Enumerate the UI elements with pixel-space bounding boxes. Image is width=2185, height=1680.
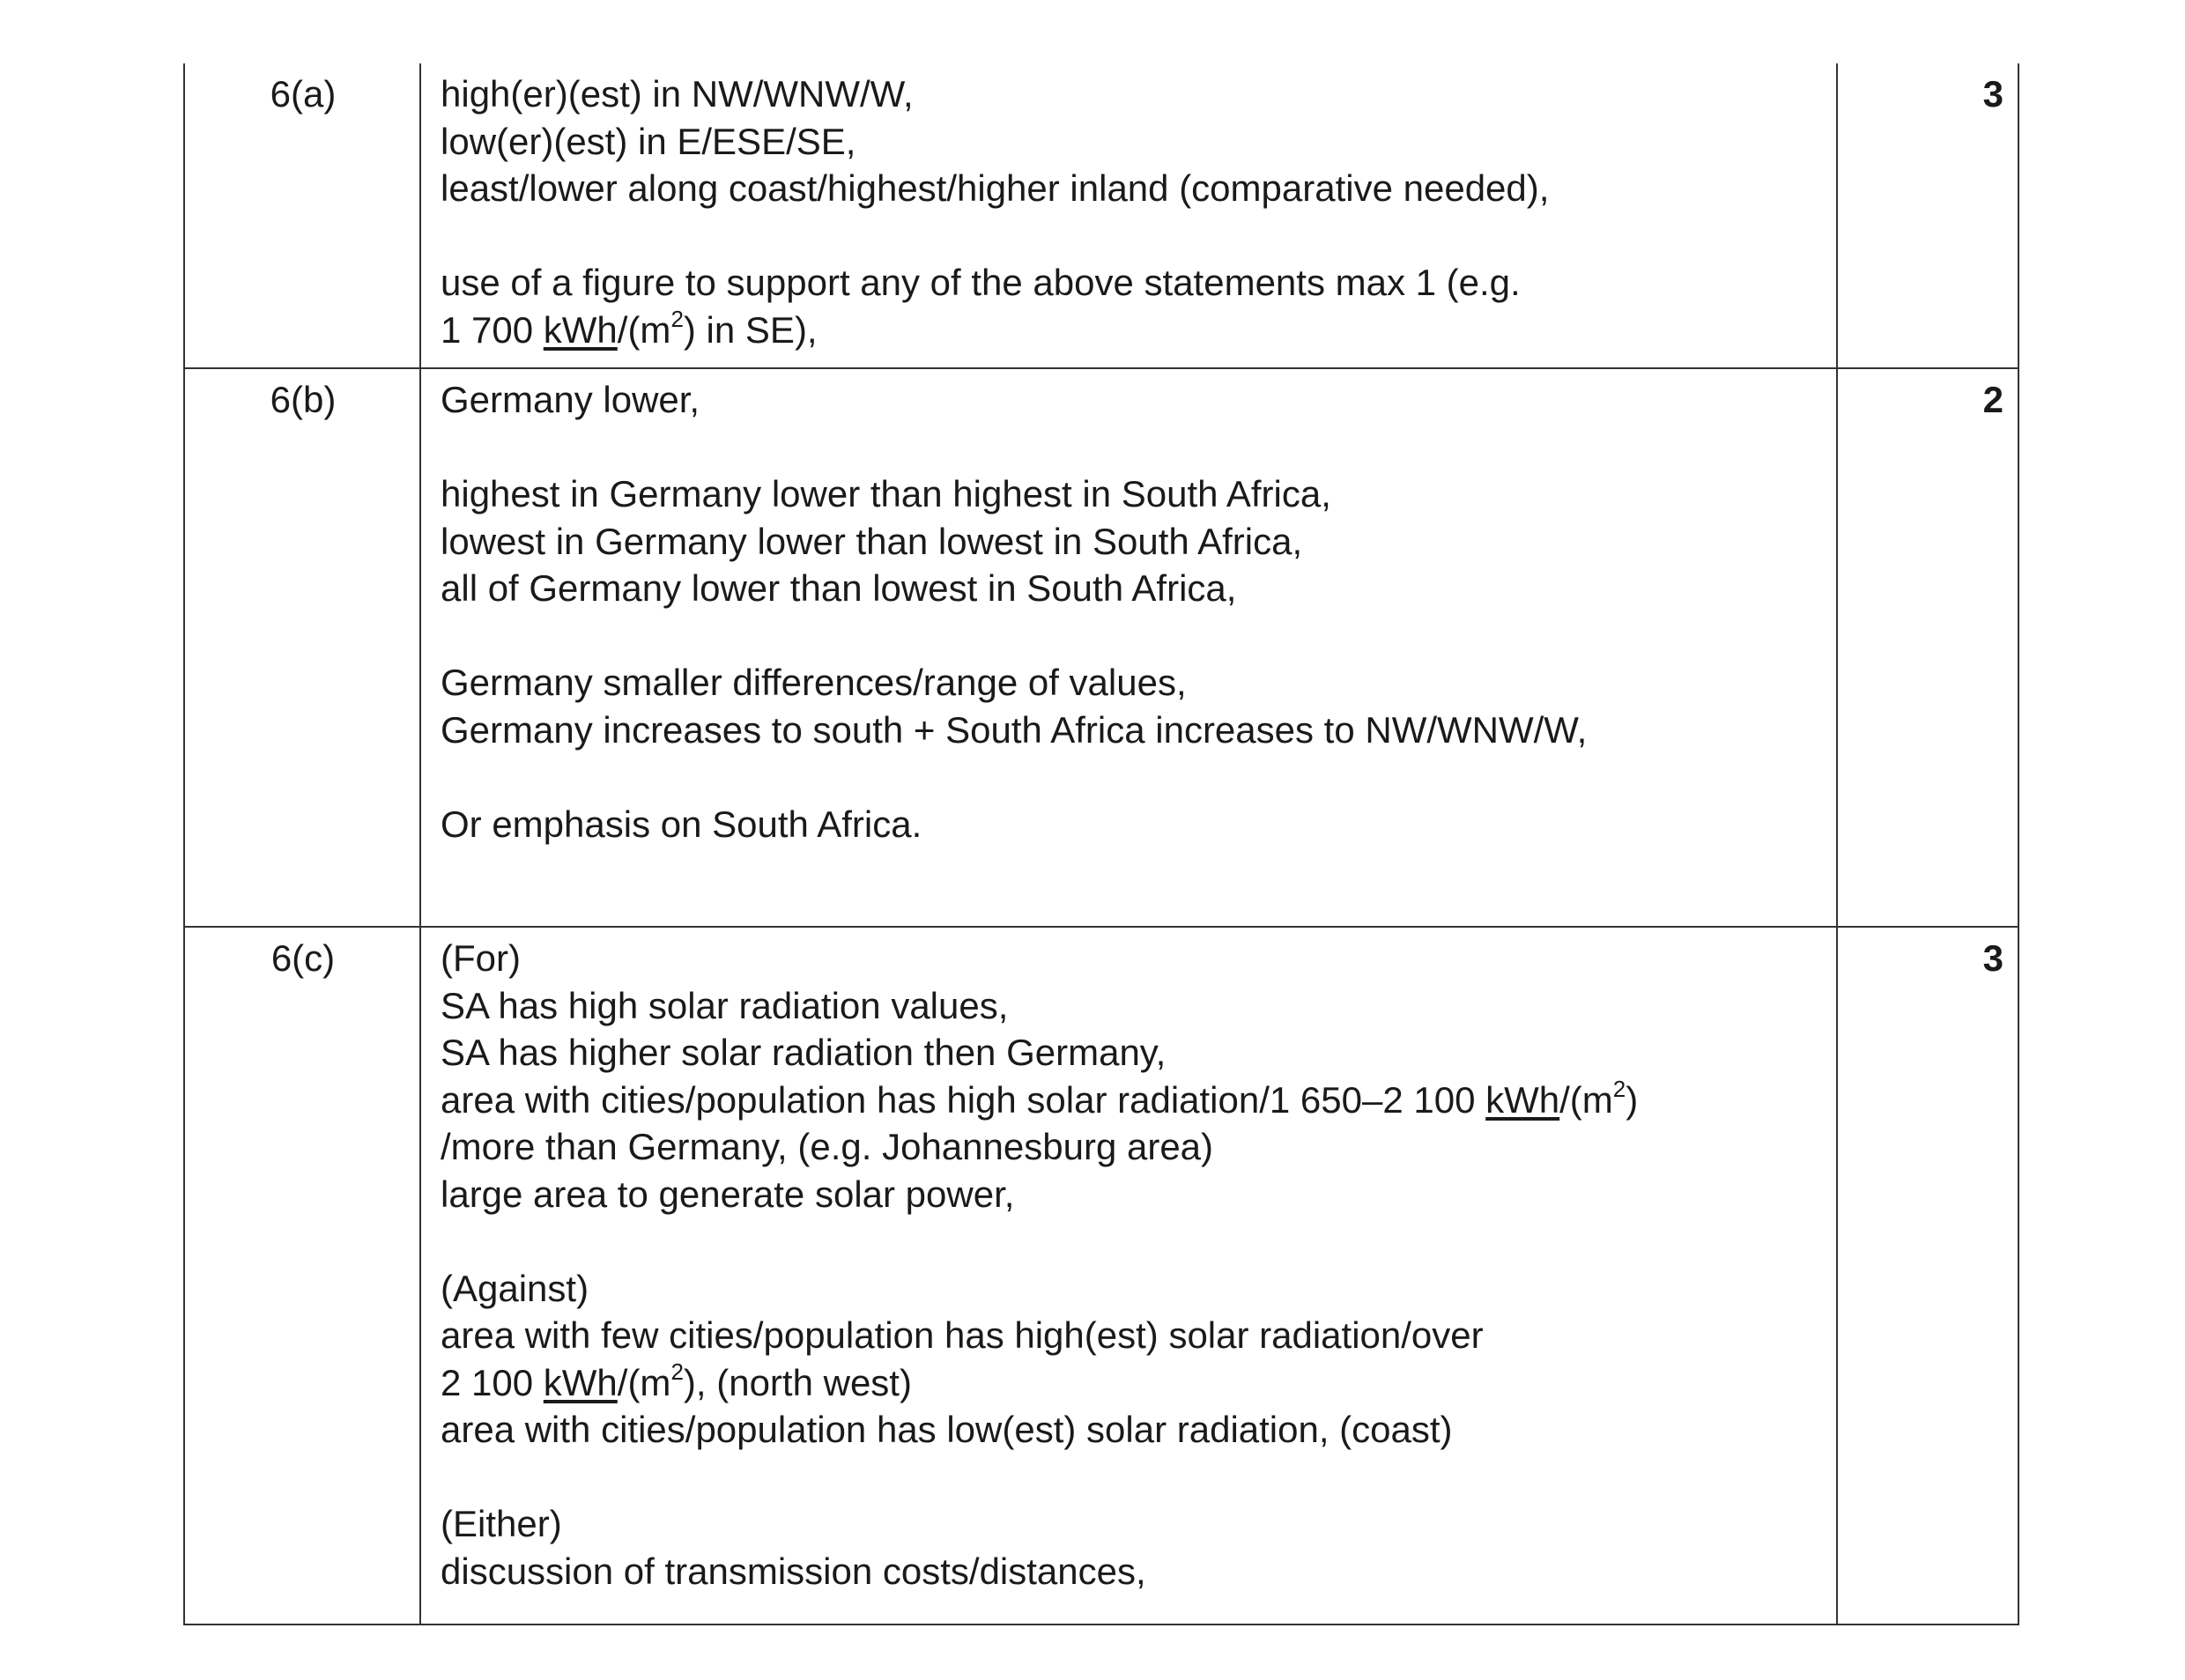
answer-line: Germany lower, bbox=[441, 379, 700, 420]
text-fragment: area with cities/population has high solar radiation/1 650–2 100 bbox=[441, 1078, 1486, 1121]
answer-line: (Either) bbox=[441, 1503, 562, 1544]
marks-value: 3 bbox=[1982, 937, 2004, 979]
mark-scheme-table bbox=[183, 63, 2019, 1625]
answer-line: (For) bbox=[441, 937, 521, 979]
question-number: 6(a) bbox=[270, 73, 337, 115]
blank-line bbox=[441, 212, 1818, 260]
superscript: 2 bbox=[670, 1358, 684, 1385]
unit-underlined: kWh bbox=[543, 1361, 618, 1403]
text-fragment: 1 700 bbox=[441, 308, 544, 351]
answer-line: /more than Germany, (e.g. Johannesburg area) bbox=[441, 1126, 1214, 1167]
answer-line bbox=[441, 1077, 1818, 1124]
answer-text bbox=[441, 376, 1818, 847]
answer-line bbox=[441, 307, 1818, 354]
question-number: 6(c) bbox=[270, 937, 336, 979]
unit-underlined: kWh bbox=[1485, 1078, 1560, 1121]
superscript: 2 bbox=[1612, 1075, 1626, 1102]
answer-text bbox=[441, 935, 1818, 1595]
marks-cell bbox=[1838, 63, 2018, 368]
answer-line: discussion of transmission costs/distances, bbox=[441, 1550, 1146, 1592]
answer-line: area with few cities/population has high(est) solar radiation/over bbox=[441, 1314, 1484, 1356]
marks-value: 3 bbox=[1982, 73, 2004, 115]
question-number: 6(b) bbox=[270, 379, 337, 420]
answer-cell bbox=[421, 928, 1838, 1624]
blank-line bbox=[441, 1454, 1818, 1501]
text-fragment: /(m bbox=[1559, 1078, 1613, 1121]
blank-line bbox=[441, 753, 1818, 801]
marks-cell bbox=[1838, 928, 2018, 1624]
answer-text bbox=[441, 70, 1818, 353]
marks-value: 2 bbox=[1982, 379, 2004, 420]
table-row bbox=[185, 367, 2018, 927]
answer-line: large area to generate solar power, bbox=[441, 1173, 1015, 1215]
text-fragment: /(m bbox=[617, 308, 671, 351]
answer-line: Or emphasis on South Africa. bbox=[441, 803, 922, 845]
table-row bbox=[185, 926, 2018, 1624]
answer-line: highest in Germany lower than highest in South Africa, bbox=[441, 473, 1331, 514]
answer-line: high(er)(est) in NW/WNW/W, bbox=[441, 73, 914, 115]
marks-cell bbox=[1838, 369, 2018, 927]
answer-line: lowest in Germany lower than lowest in South Africa, bbox=[441, 520, 1303, 562]
answer-cell bbox=[421, 369, 1838, 927]
answer-line: Germany smaller differences/range of values, bbox=[441, 662, 1187, 703]
superscript: 2 bbox=[670, 305, 684, 332]
text-fragment: ) in SE), bbox=[683, 308, 818, 351]
question-number-cell bbox=[185, 369, 421, 927]
blank-line bbox=[441, 1217, 1818, 1265]
answer-cell bbox=[421, 63, 1838, 368]
question-number-cell bbox=[185, 928, 421, 1624]
text-fragment: 2 100 bbox=[441, 1361, 544, 1403]
answer-line: all of Germany lower than lowest in South Africa, bbox=[441, 567, 1237, 609]
question-number-cell bbox=[185, 63, 421, 368]
answer-line: Germany increases to south + South Africa increases to NW/WNW/W, bbox=[441, 708, 1588, 751]
answer-line: SA has higher solar radiation then Germany, bbox=[441, 1032, 1167, 1073]
answer-line: (Against) bbox=[441, 1267, 589, 1309]
unit-underlined: kWh bbox=[543, 308, 618, 351]
text-fragment: ), (north west) bbox=[683, 1361, 912, 1403]
blank-line bbox=[441, 612, 1818, 660]
answer-line: area with cities/population has low(est) solar radiation, (coast) bbox=[441, 1409, 1453, 1450]
text-fragment: /(m bbox=[617, 1361, 671, 1403]
table-row bbox=[185, 63, 2018, 368]
answer-line: use of a figure to support any of the above statements max 1 (e.g. bbox=[441, 262, 1521, 303]
blank-line bbox=[441, 424, 1818, 471]
answer-line bbox=[441, 1359, 1818, 1407]
answer-line: SA has high solar radiation values, bbox=[441, 984, 1009, 1026]
answer-line: low(er)(est) in E/ESE/SE, bbox=[441, 120, 856, 162]
text-fragment: ) bbox=[1626, 1078, 1639, 1121]
answer-line: least/lower along coast/highest/higher inland (comparative needed), bbox=[441, 167, 1550, 209]
